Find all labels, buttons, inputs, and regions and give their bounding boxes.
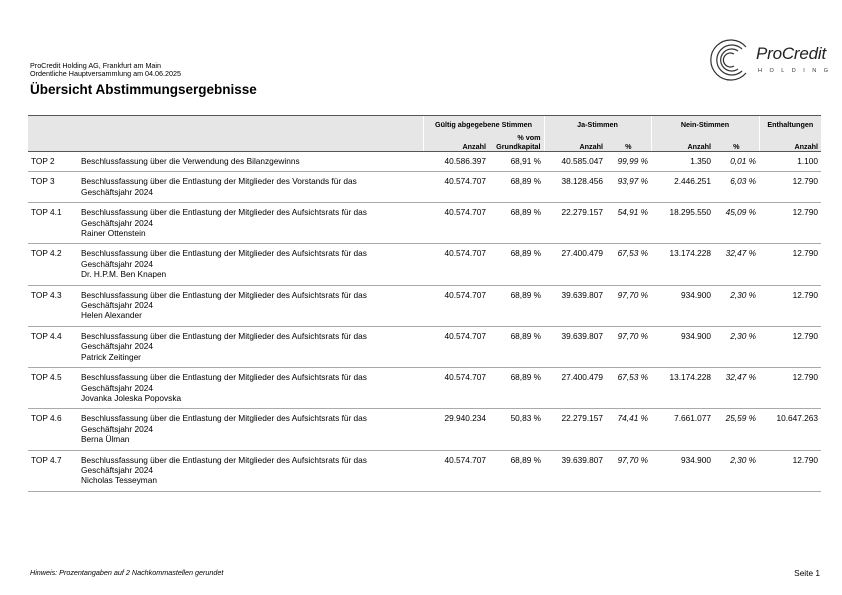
description-line: Geschäftsjahr 2024 (81, 300, 153, 311)
page-title: Übersicht Abstimmungsergebnisse (30, 82, 257, 97)
table-row (28, 172, 821, 203)
yes-votes-count: 39.639.807 (544, 285, 606, 326)
description-line: Beschlussfassung über die Entlastung der Mitglieder des Aufsichtsrats für das (81, 207, 367, 218)
valid-votes-count: 40.586.397 (423, 152, 489, 172)
valid-votes-count: 29.940.234 (423, 409, 489, 450)
valid-votes-pct-capital: 68,89 % (489, 172, 544, 203)
yes-votes-count: 27.400.479 (544, 368, 606, 409)
yes-votes-pct: 97,70 % (606, 326, 651, 367)
agenda-item: TOP 3 (28, 172, 78, 203)
subheader-blank (28, 129, 423, 152)
resolution-description (78, 368, 423, 409)
subheader-no-count: Anzahl (651, 129, 714, 152)
subheader-abstain-count: Anzahl (759, 129, 821, 152)
yes-votes-pct: 93,97 % (606, 172, 651, 203)
resolution-description (78, 172, 423, 203)
procredit-logo (706, 37, 836, 81)
yes-votes-pct: 97,70 % (606, 285, 651, 326)
no-votes-pct: 32,47 % (714, 368, 759, 409)
valid-votes-pct-capital: 68,89 % (489, 203, 544, 244)
yes-votes-count: 22.279.157 (544, 409, 606, 450)
agenda-item: TOP 4.1 (28, 203, 78, 244)
resolution-description (78, 203, 423, 244)
resolution-description (78, 409, 423, 450)
subheader-yes-count: Anzahl (544, 129, 606, 152)
description-line: Geschäftsjahr 2024 (81, 464, 153, 475)
description-line: Geschäftsjahr 2024 (81, 382, 153, 393)
description-line: Jovanka Joleska Popovska (81, 392, 182, 403)
description-line: Geschäftsjahr 2024 (81, 423, 153, 434)
header-yes-votes: Ja-Stimmen (544, 116, 651, 130)
description-line: Geschäftsjahr 2024 (81, 341, 153, 352)
no-votes-pct: 6,03 % (714, 172, 759, 203)
logo-brand: ProCredit (756, 44, 827, 63)
abstentions-count: 12.790 (759, 285, 821, 326)
no-votes-pct: 2,30 % (714, 326, 759, 367)
no-votes-pct: 45,09 % (714, 203, 759, 244)
resolution-description (78, 152, 423, 172)
valid-votes-pct-capital: 68,89 % (489, 368, 544, 409)
yes-votes-pct: 54,91 % (606, 203, 651, 244)
table-row (28, 152, 821, 172)
agenda-item: TOP 4.7 (28, 450, 78, 491)
yes-votes-count: 38.128.456 (544, 172, 606, 203)
abstentions-count: 12.790 (759, 203, 821, 244)
resolution-description (78, 244, 423, 285)
no-votes-count: 13.174.228 (651, 368, 714, 409)
no-votes-count: 2.446.251 (651, 172, 714, 203)
yes-votes-count: 40.585.047 (544, 152, 606, 172)
valid-votes-count: 40.574.707 (423, 172, 489, 203)
table-row (28, 244, 821, 285)
yes-votes-count: 39.639.807 (544, 326, 606, 367)
table-row (28, 326, 821, 367)
valid-votes-count: 40.574.707 (423, 326, 489, 367)
valid-votes-pct-capital: 68,89 % (489, 285, 544, 326)
yes-votes-pct: 74,41 % (606, 409, 651, 450)
yes-votes-pct: 99,99 % (606, 152, 651, 172)
no-votes-count: 13.174.228 (651, 244, 714, 285)
table-row (28, 409, 821, 450)
abstentions-count: 12.790 (759, 368, 821, 409)
description-line: Beschlussfassung über die Entlastung der Mitglieder des Aufsichtsrats für das (81, 372, 367, 383)
resolution-description (78, 326, 423, 367)
description-line: Patrick Zeitinger (81, 351, 141, 362)
valid-votes-count: 40.574.707 (423, 450, 489, 491)
yes-votes-count: 39.639.807 (544, 450, 606, 491)
agenda-item: TOP 4.4 (28, 326, 78, 367)
agenda-item: TOP 4.3 (28, 285, 78, 326)
resolution-description (78, 450, 423, 491)
description-line: Dr. H.P.M. Ben Knapen (81, 269, 167, 280)
page-number: Seite 1 (794, 568, 820, 578)
description-line: Rainer Ottenstein (81, 228, 146, 239)
no-votes-pct: 2,30 % (714, 285, 759, 326)
resolution-description (78, 285, 423, 326)
description-line: Geschäftsjahr 2024 (81, 217, 153, 228)
voting-results-table (28, 115, 821, 492)
logo-mark-icon (706, 37, 754, 81)
abstentions-count: 12.790 (759, 244, 821, 285)
abstentions-count: 12.790 (759, 450, 821, 491)
valid-votes-pct-capital: 68,89 % (489, 326, 544, 367)
subheader-valid-count: Anzahl (423, 129, 489, 152)
table-row (28, 203, 821, 244)
header-blank (28, 116, 423, 130)
table-row (28, 450, 821, 491)
description-line: Helen Alexander (81, 310, 142, 321)
description-line: Beschlussfassung über die Entlastung der Mitglieder des Vorstands für das (81, 176, 357, 187)
yes-votes-pct: 67,53 % (606, 368, 651, 409)
description-line: Beschlussfassung über die Verwendung des Bilanzgewinns (81, 156, 300, 166)
meeting-date: Ordentliche Hauptversammlung am 04.06.2025 (30, 69, 182, 78)
description-line: Geschäftsjahr 2024 (81, 258, 153, 269)
valid-votes-count: 40.574.707 (423, 203, 489, 244)
description-line: Beschlussfassung über die Entlastung der Mitglieder des Aufsichtsrats für das (81, 289, 367, 300)
valid-votes-pct-capital: 50,83 % (489, 409, 544, 450)
header-abstentions: Enthaltungen (759, 116, 821, 130)
footnote: Hinweis: Prozentangaben auf 2 Nachkommastellen gerundet (30, 568, 224, 577)
valid-votes-count: 40.574.707 (423, 285, 489, 326)
subheader-pct-capital: % vom Grundkapital (489, 129, 544, 152)
no-votes-pct: 0,01 % (714, 152, 759, 172)
subheader-no-pct: % (714, 129, 759, 152)
no-votes-pct: 2,30 % (714, 450, 759, 491)
subheader-yes-pct: % (606, 129, 651, 152)
abstentions-count: 10.647.263 (759, 409, 821, 450)
valid-votes-count: 40.574.707 (423, 368, 489, 409)
header-no-votes: Nein-Stimmen (651, 116, 759, 130)
company-name: ProCredit Holding AG, Frankfurt am Main (30, 61, 162, 70)
valid-votes-pct-capital: 68,91 % (489, 152, 544, 172)
no-votes-count: 934.900 (651, 450, 714, 491)
description-line: Geschäftsjahr 2024 (81, 186, 153, 197)
no-votes-count: 934.900 (651, 326, 714, 367)
agenda-item: TOP 4.2 (28, 244, 78, 285)
valid-votes-count: 40.574.707 (423, 244, 489, 285)
table-row (28, 285, 821, 326)
agenda-item: TOP 4.5 (28, 368, 78, 409)
no-votes-count: 18.295.550 (651, 203, 714, 244)
agenda-item: TOP 2 (28, 152, 78, 172)
description-line: Beschlussfassung über die Entlastung der Mitglieder des Aufsichtsrats für das (81, 248, 367, 259)
description-line: Berna Ülman (81, 434, 130, 445)
agenda-item: TOP 4.6 (28, 409, 78, 450)
no-votes-count: 934.900 (651, 285, 714, 326)
no-votes-count: 1.350 (651, 152, 714, 172)
yes-votes-count: 27.400.479 (544, 244, 606, 285)
logo-subtitle: HOLDING (758, 68, 836, 74)
no-votes-pct: 25,59 % (714, 409, 759, 450)
abstentions-count: 1.100 (759, 152, 821, 172)
valid-votes-pct-capital: 68,89 % (489, 450, 544, 491)
description-line: Beschlussfassung über die Entlastung der Mitglieder des Aufsichtsrats für das (81, 413, 367, 424)
yes-votes-count: 22.279.157 (544, 203, 606, 244)
yes-votes-pct: 67,53 % (606, 244, 651, 285)
header-valid-votes: Gültig abgegebene Stimmen (423, 116, 544, 130)
abstentions-count: 12.790 (759, 172, 821, 203)
description-line: Nicholas Tesseyman (81, 475, 157, 486)
table-row (28, 368, 821, 409)
description-line: Beschlussfassung über die Entlastung der Mitglieder des Aufsichtsrats für das (81, 454, 367, 465)
no-votes-count: 7.661.077 (651, 409, 714, 450)
description-line: Beschlussfassung über die Entlastung der Mitglieder des Aufsichtsrats für das (81, 330, 367, 341)
valid-votes-pct-capital: 68,89 % (489, 244, 544, 285)
yes-votes-pct: 97,70 % (606, 450, 651, 491)
no-votes-pct: 32,47 % (714, 244, 759, 285)
abstentions-count: 12.790 (759, 326, 821, 367)
